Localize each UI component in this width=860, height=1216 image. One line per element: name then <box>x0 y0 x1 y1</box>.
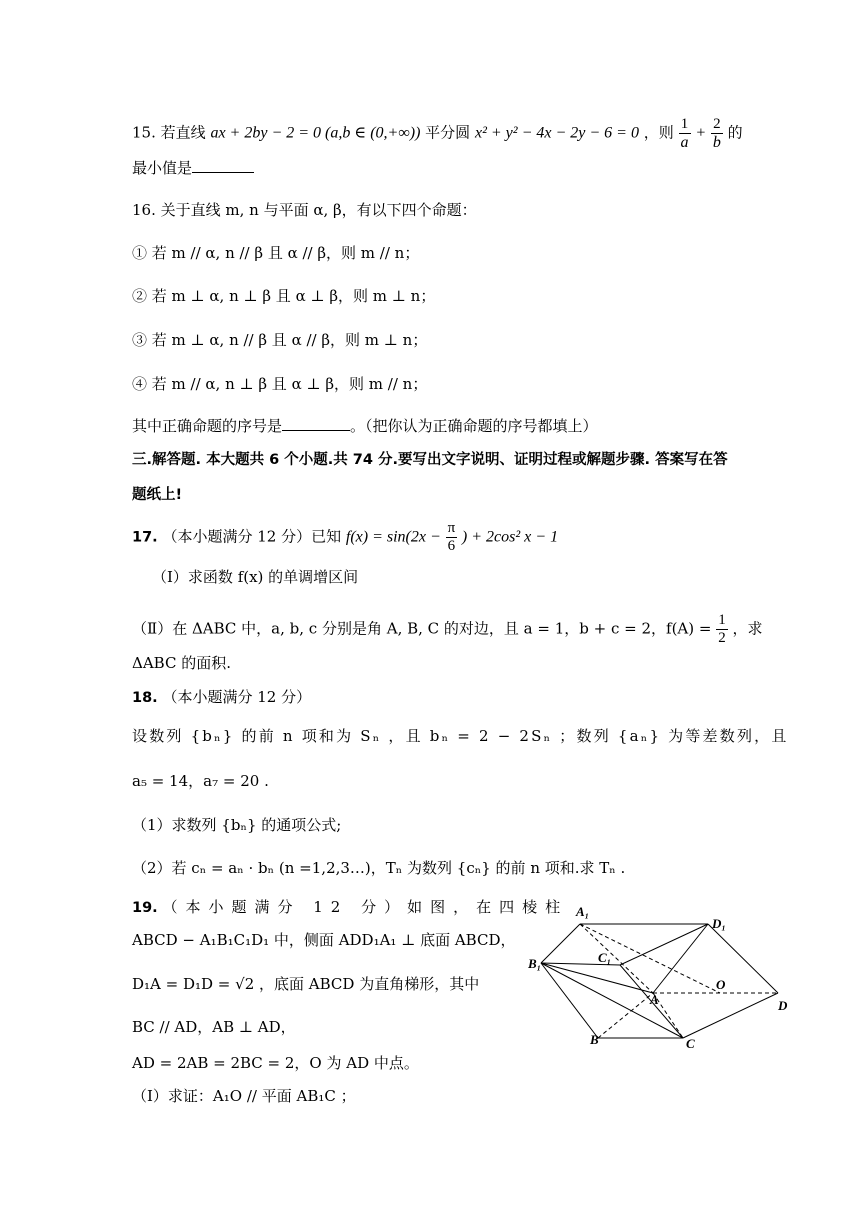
q18-part2: （2）若 cₙ = aₙ · bₙ (n =1,2,3…)，Tₙ 为数列 {cₙ} 的前 n 项和.求 Tₙ . <box>132 859 626 877</box>
q18-line2: a₅ = 14，a₇ = 20 . <box>132 772 269 790</box>
label-B: B <box>590 1032 599 1047</box>
answer-blank <box>192 158 254 173</box>
q17-line1: 17. （本小题满分 12 分）已知 f(x) = sin(2x − $\frac{\pi}{6}$ ) + 2cos² x − 1 <box>132 520 559 554</box>
q18-head: 18. （本小题满分 12 分） <box>132 688 312 706</box>
q19-line2: ABCD − A₁B₁C₁D₁ 中，侧面 ADD₁A₁ ⊥ 底面 ABCD， <box>132 931 516 949</box>
q19-line5: AD = 2AB = 2BC = 2，O 为 AD 中点。 <box>132 1054 419 1072</box>
section3-heading-line1: 三.解答题. 本大题共 6 个小题.共 74 分.要写出文字说明、证明过程或解题步骤. 答案写在答 <box>132 452 728 468</box>
q16-answer-line: 其中正确命题的序号是 。（把你认为正确命题的序号都填上） <box>132 417 598 435</box>
q15-line2: 最小值是 <box>132 158 254 178</box>
q17-part1: （Ⅰ）求函数 f(x) 的单调增区间 <box>152 568 359 586</box>
q16-intro: 16. 关于直线 m, n 与平面 α, β，有以下四个命题： <box>132 201 477 219</box>
label-A1: A₁ <box>576 904 590 919</box>
q18-line1: 设数列 {bₙ} 的前 n 项和为 Sₙ ，且 bₙ = 2 − 2Sₙ ；数列 {aₙ} 为等差数列，且 <box>132 727 789 745</box>
q15-fraction-1-over-a: $\frac{1}{a}$ <box>680 116 689 151</box>
q19-part1: （Ⅰ）求证：A₁O // 平面 AB₁C ； <box>132 1087 356 1105</box>
q16-item-1: ① 若 m // α, n // β 且 α // β，则 m // n； <box>132 244 420 262</box>
label-A: A <box>650 992 659 1007</box>
section3-heading-line2: 题纸上! <box>132 487 183 503</box>
label-C: C <box>686 1036 695 1051</box>
label-C1: C₁ <box>598 950 612 965</box>
q17-function: f(x) = sin(2x − <box>345 528 441 546</box>
q18-part1: （1）求数列 {bₙ} 的通项公式; <box>132 816 342 834</box>
q16-item-2: ② 若 m ⊥ α, n ⊥ β 且 α ⊥ β，则 m ⊥ n； <box>132 287 436 305</box>
prism-figure <box>528 898 798 1058</box>
label-D1: D₁ <box>712 916 726 931</box>
q17-part2: （Ⅱ）在 ΔABC 中，a, b, c 分别是角 A, B, C 的对边，且 a = 1，b + c = 2，f(A) = $\frac{1}{2}$ ，求 <box>132 612 763 646</box>
q15-line-equation: ax + 2by − 2 = 0 (a,b ∈ (0,+∞)) <box>210 124 421 142</box>
q16-item-4: ④ 若 m // α, n ⊥ β 且 α ⊥ β，则 m // n； <box>132 375 428 393</box>
q17-part2-cont: ΔABC 的面积. <box>132 654 231 672</box>
q19-line4: BC // AD，AB ⊥ AD， <box>132 1018 296 1036</box>
q15-circle-equation: x² + y² − 4x − 2y − 6 = 0 <box>474 124 639 142</box>
label-O: O <box>716 977 726 992</box>
q15-line1: 15. 若直线 ax + 2by − 2 = 0 (a,b ∈ (0,+∞)) 平分圆 x² + y² − 4x − 2y − 6 = 0 ，则 $\frac{1}{a}$ + $\frac{2}{b}$ 的 <box>132 116 743 151</box>
q17-fraction-pi-over-6: $\frac{\pi}{6}$ <box>447 520 456 554</box>
q19-line3: D₁A = D₁D = √2 ，底面 ABCD 为直角梯形，其中 <box>132 975 480 993</box>
answer-blank <box>282 416 350 431</box>
q19-line1: 19. （本小题满分 12 分）如图，在四棱柱 <box>132 898 569 916</box>
q15-fraction-2-over-b: $\frac{2}{b}$ <box>712 116 721 151</box>
label-B1: B₁ <box>528 956 542 971</box>
q16-item-3: ③ 若 m ⊥ α, n // β 且 α // β，则 m ⊥ n； <box>132 331 428 349</box>
q17-fraction-one-half: $\frac{1}{2}$ <box>718 612 726 646</box>
label-D: D <box>778 998 788 1013</box>
